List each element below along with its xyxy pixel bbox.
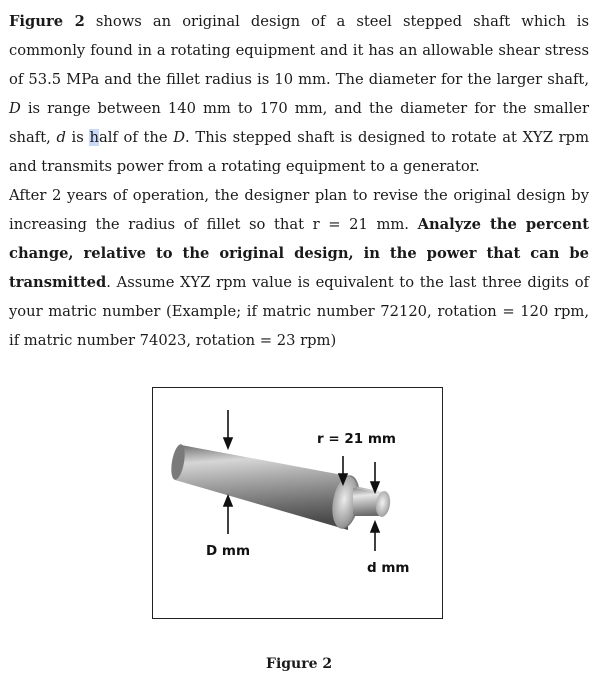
paragraph1-text-a: shows an original design of a steel stepped shaft which is commonly found in a rotating equipment and it has an allowable shear stress of 53.5 MPa and the fillet radius is 10 mm. The diameter for the larger shaft, — [9, 13, 589, 88]
paragraph1-text-d: alf of the — [98, 129, 174, 146]
paragraph2-text-a: After 2 years of operation, the designer plan to revise the original design by increasing the radius of fillet so that r = 21 mm. — [9, 187, 589, 233]
task-statement-bold: Analyze the percent change, relative to the original design, in the power that can be transmitted — [9, 216, 589, 291]
figure-caption: Figure 2 — [266, 656, 333, 672]
large-shaft-body — [173, 445, 348, 530]
problem-paragraph-1 — [9, 7, 589, 181]
large-diameter-label: D mm — [206, 543, 251, 559]
problem-paragraph-2 — [9, 181, 589, 355]
shaft-figure — [152, 387, 443, 619]
small-diameter-label: d mm — [367, 560, 410, 576]
arrowhead-d-bottom — [371, 522, 379, 532]
paragraph1-text-e: . This stepped shaft is designed to rotate at XYZ rpm and transmits power from a rotating equipment to a generator. — [9, 129, 589, 175]
arrowhead-D-bottom — [224, 496, 232, 506]
var-D-second: D — [173, 129, 186, 146]
var-D: D — [9, 100, 21, 117]
paragraph1-text-c: is — [65, 129, 90, 146]
paragraph1-text-b: is range between 140 mm to 170 mm, and the diameter for the smaller shaft, — [9, 100, 589, 146]
text-selection-highlight: h — [89, 129, 99, 146]
figure-reference: Figure 2 — [9, 13, 85, 30]
fillet-radius-label: r = 21 mm — [317, 431, 396, 447]
var-d: d — [56, 129, 66, 146]
stepped-shaft-illustration — [153, 388, 442, 618]
paragraph2-text-b: . Assume XYZ rpm value is equivalent to the last three digits of your matric number (Example; if matric number 72120, rotation = 120 rpm, if matric number 74023, rotation = 23 rpm) — [9, 274, 589, 349]
arrowhead-D-top — [224, 438, 232, 448]
